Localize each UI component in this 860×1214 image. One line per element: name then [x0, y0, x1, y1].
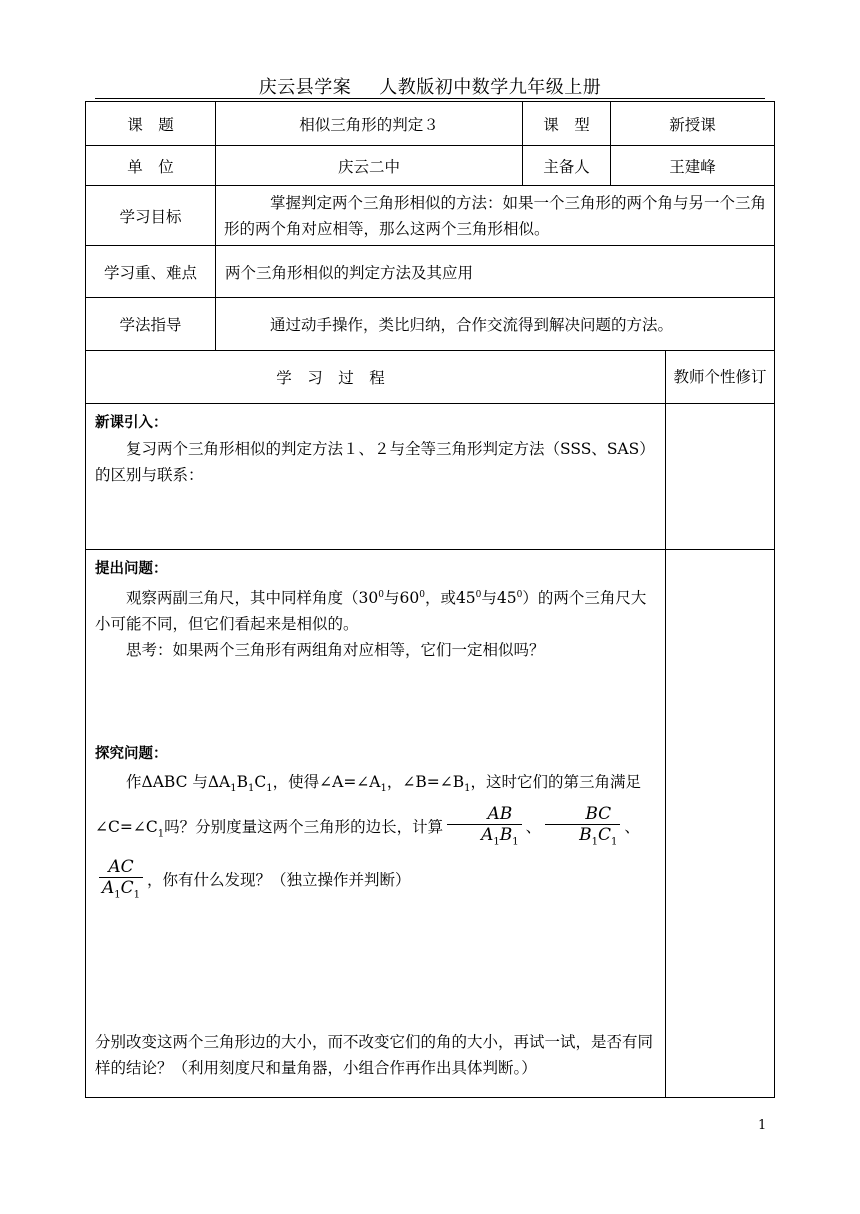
type-label: 课 型 [523, 102, 611, 146]
question-text-part: ）的两个三角尺大小可能不同，但它们看起来是相似的。 [95, 589, 647, 634]
row-method [86, 298, 775, 351]
degree-mark: 0 [419, 590, 425, 600]
unit-value: 庆云二中 [216, 146, 523, 186]
explore-text-part: ，这时它们的第三角满足∠C=∠C [95, 773, 642, 837]
fraction-denominator [545, 825, 620, 852]
topic-label: 课 题 [86, 102, 216, 146]
focus-label: 学习重、难点 [86, 246, 216, 298]
header-left: 庆云县学案 [258, 77, 352, 98]
unit-label: 单 位 [86, 146, 216, 186]
explore-text-2: 分别改变这两个三角形边的大小，而不改变它们的角的大小，再试一试，是否有同样的结论？（利用刻度尺和量角器，小组合作再作出具体判断。） [95, 1033, 654, 1078]
fraction-numerator: AC [99, 857, 143, 878]
fraction-den-part: C [598, 825, 612, 846]
intro-text: 复习两个三角形相似的判定方法１、２与全等三角形判定方法（SSS、SAS）的区别与联系： [95, 440, 655, 484]
subscript: 1 [133, 889, 141, 901]
main-block [86, 550, 666, 1098]
method-value: 通过动手操作，类比归纳，合作交流得到解决问题的方法。 [216, 298, 775, 351]
fraction-den-part: A [102, 877, 115, 898]
subscript: 1 [114, 889, 121, 901]
subscript: 1 [591, 836, 598, 848]
page-header [0, 73, 860, 99]
explore-text [95, 767, 657, 852]
fraction-ab [447, 804, 522, 852]
fraction-bc [545, 804, 620, 852]
intro-block [86, 404, 666, 550]
question-text-part: ，或45 [424, 589, 476, 608]
topic-value: 相似三角形的判定３ [216, 102, 523, 146]
page-number: 1 [758, 1118, 767, 1133]
fraction-den-part: B [499, 825, 513, 846]
row-goal [86, 186, 775, 246]
intro-revision-cell [666, 404, 775, 550]
fraction-den-part: B [579, 825, 592, 846]
fraction-denominator [99, 878, 143, 905]
explore-text-part: ，使得∠A=∠A [272, 773, 381, 792]
separator: 、 [624, 818, 640, 837]
explore-text-part: B [236, 773, 249, 792]
goal-label: 学习目标 [86, 186, 216, 246]
question-text-part: 与60 [383, 589, 420, 608]
subscript: 1 [464, 783, 471, 795]
question-text-part: 与45 [481, 589, 517, 608]
fraction-den-part: A [481, 825, 494, 846]
lesson-table [85, 101, 775, 1098]
preparer-label: 主备人 [523, 146, 611, 186]
subscript: 1 [380, 783, 387, 795]
fraction-denominator [447, 825, 522, 852]
subscript: 1 [493, 836, 500, 848]
fraction-ac [99, 857, 143, 905]
explore-text-part: 作ΔABC 与ΔA [126, 773, 231, 792]
row-main [86, 550, 775, 1098]
header-right: 人教版初中数学九年级上册 [379, 77, 602, 98]
separator: 、 [525, 818, 542, 837]
subscript: 1 [230, 783, 237, 795]
row-process-header [86, 351, 775, 404]
process-header: 学 习 过 程 [86, 351, 666, 404]
row-topic [86, 102, 775, 146]
explore-text-part: 吗？分别度量这两个三角形的边长，计算 [164, 818, 444, 837]
teacher-revision-label: 教师个性修订 [666, 351, 775, 404]
focus-value: 两个三角形相似的判定方法及其应用 [216, 246, 775, 298]
fraction-den-part: C [120, 877, 134, 898]
explore-heading: 探究问题： [95, 746, 168, 763]
subscript: 1 [248, 783, 255, 795]
preparer-value: 王建峰 [611, 146, 775, 186]
subscript: 1 [512, 836, 519, 848]
subscript: 1 [157, 828, 165, 840]
subscript: 1 [611, 836, 618, 848]
row-focus [86, 246, 775, 298]
subscript: 1 [266, 783, 273, 795]
fraction-numerator: BC [545, 804, 620, 825]
degree-mark: 0 [516, 590, 523, 600]
row-intro [86, 404, 775, 550]
explore-text-part: C [254, 773, 267, 792]
fraction-numerator: AB [447, 804, 522, 825]
degree-mark: 0 [475, 590, 482, 600]
question-heading: 提出问题： [95, 561, 168, 577]
intro-heading: 新课引入： [95, 415, 168, 431]
degree-mark: 0 [378, 590, 384, 600]
question-text-part: 观察两副三角尺，其中同样角度（30 [126, 589, 379, 608]
explore-text-cont [95, 857, 657, 905]
question-think: 思考：如果两个三角形有两组角对应相等，它们一定相似吗？ [126, 641, 545, 660]
goal-value: 掌握判定两个三角形相似的方法：如果一个三角形的两个角与另一个三角形的两个角对应相等，那么这两个三角形相似。 [216, 186, 775, 246]
explore-text-part: ，你有什么发现？（独立操作并判断） [147, 870, 411, 889]
main-revision-cell [666, 550, 775, 1098]
row-unit [86, 146, 775, 186]
type-value: 新授课 [611, 102, 775, 146]
header-rule [95, 98, 765, 99]
explore-text-part: ，∠B=∠B [386, 773, 465, 792]
question-text [95, 582, 657, 637]
method-label: 学法指导 [86, 298, 216, 351]
